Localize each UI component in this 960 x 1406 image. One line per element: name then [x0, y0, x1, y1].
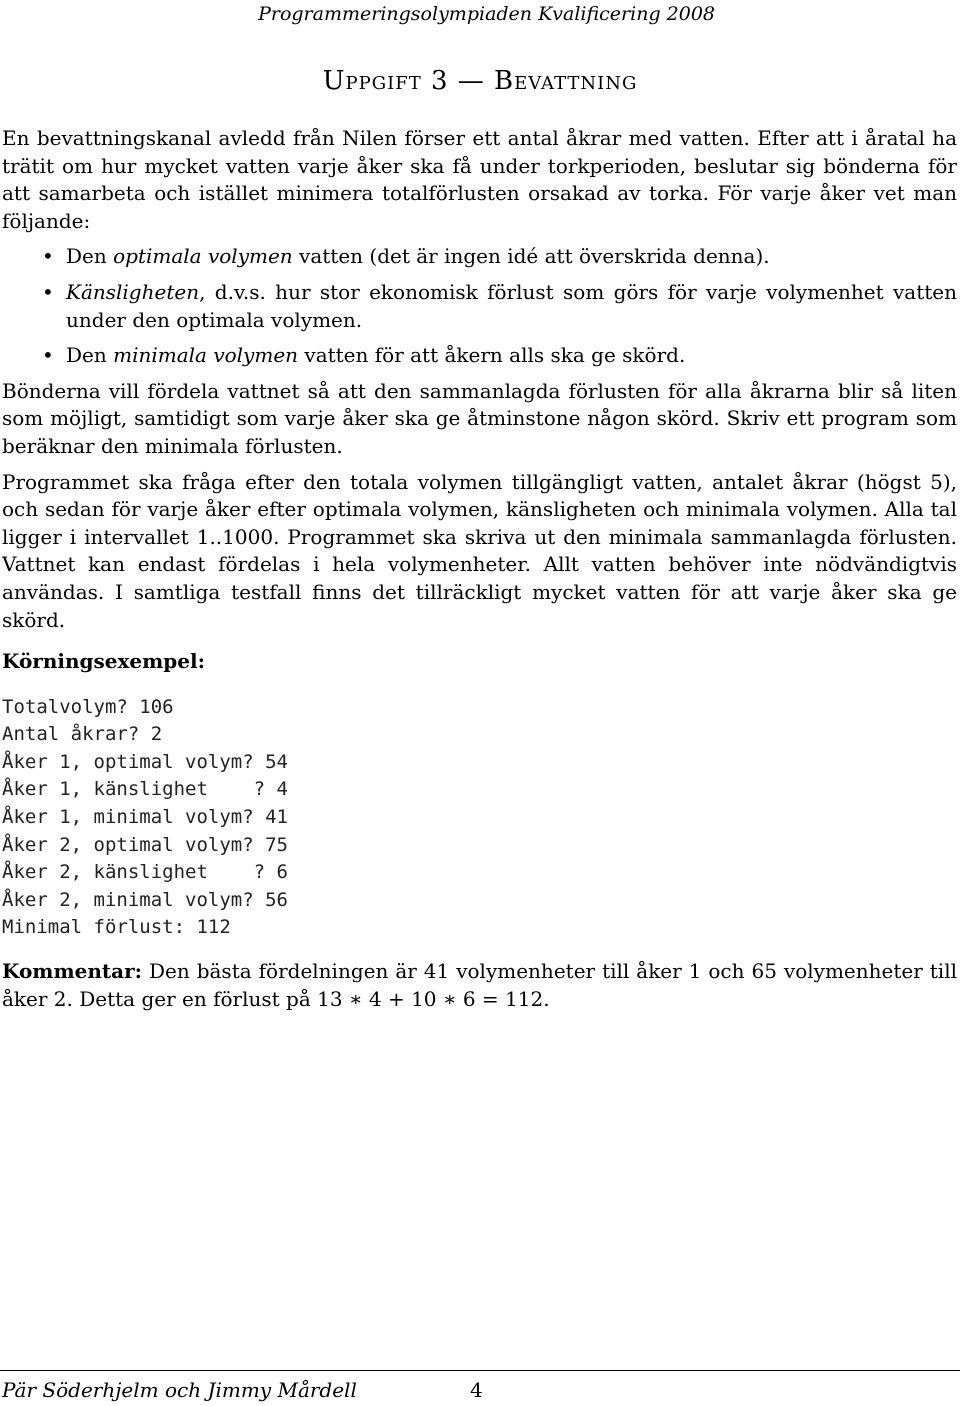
bullet-icon: • [42, 343, 54, 368]
problem-title: Uppgift 3 — Bevattning [322, 66, 638, 96]
example-heading: Körningsexempel: [2, 649, 205, 674]
example-line: Totalvolym? 106 [2, 695, 174, 718]
comment-label: Kommentar: [2, 959, 142, 984]
example-run [2, 694, 957, 942]
example-line: Antal åkrar? 2 [2, 723, 163, 746]
bullet-icon: • [42, 244, 54, 269]
example-line: Åker 1, känslighet ? 4 [2, 778, 288, 801]
bullet-item: • Den minimala volymen vatten för att åkern alls ska ge skörd. [66, 342, 957, 370]
footer-divider [0, 1370, 960, 1371]
example-line: Åker 2, känslighet ? 6 [2, 861, 288, 884]
intro-paragraph: En bevattningskanal avledd från Nilen förser ett antal åkrar med vatten. Efter att i åratal ha trätit om hur mycket vatten varje åker ska få under torkperioden, beslutar sig bönderna för att samarbeta och istället minimera totalförlusten orsakad av torka. För varje åker vet man följande: [2, 126, 957, 233]
example-line: Åker 2, optimal volym? 75 [2, 833, 288, 856]
running-header: Programmeringsolympiaden Kvalificering 2008 [258, 3, 715, 25]
problem-body [2, 125, 957, 1021]
example-line: Åker 2, minimal volym? 56 [2, 888, 288, 911]
requirement-paragraph: Bönderna vill fördela vattnet så att den sammanlagda förlusten för alla åkrarna blir så liten som möjligt, samtidigt som varje åker ska ge åtminstone någon skörd. Skriv ett program som beräknar den minimala förlusten. [2, 378, 957, 458]
example-line: Minimal förlust: 112 [2, 916, 231, 939]
bullet-item: • Den optimala volymen vatten (det är ingen idé att överskrida denna). [66, 243, 957, 271]
comment-paragraph [2, 958, 957, 1013]
comment-text: Den bästa fördelningen är 41 volymenheter till åker 1 och 65 volymenheter till åker 2. Detta ger en förlust på 13 ∗ 4 + 10 ∗ 6 = 112. [2, 959, 957, 1011]
bullet-item: • Känsligheten, d.v.s. hur stor ekonomisk förlust som görs för varje volymenhet vatten under den optimala volymen. [42, 279, 957, 332]
page-number: 4 [470, 1378, 483, 1402]
footer-authors: Pär Söderhjelm och Jimmy Mårdell [2, 1378, 357, 1402]
example-line: Åker 1, minimal volym? 41 [2, 806, 288, 829]
bullet-icon: • [42, 279, 54, 304]
bullet-list [2, 243, 957, 369]
example-line: Åker 1, optimal volym? 54 [2, 750, 288, 773]
input-spec-paragraph: Programmet ska fråga efter den totala volymen tillgängligt vatten, antalet åkrar (högst 5), och sedan för varje åker efter optimala volymen, känsligheten och minimala volymen. Alla tal ligger i intervallet 1..1000. Programmet ska skriva ut den minimala sammanlagda förlusten. Vattnet kan endast fördelas i hela volymenheter. Allt vatten behöver inte nödvändigtvis användas. I samtliga testfall finns det tillräckligt mycket vatten för att varje åker ska ge skörd. [2, 469, 957, 632]
